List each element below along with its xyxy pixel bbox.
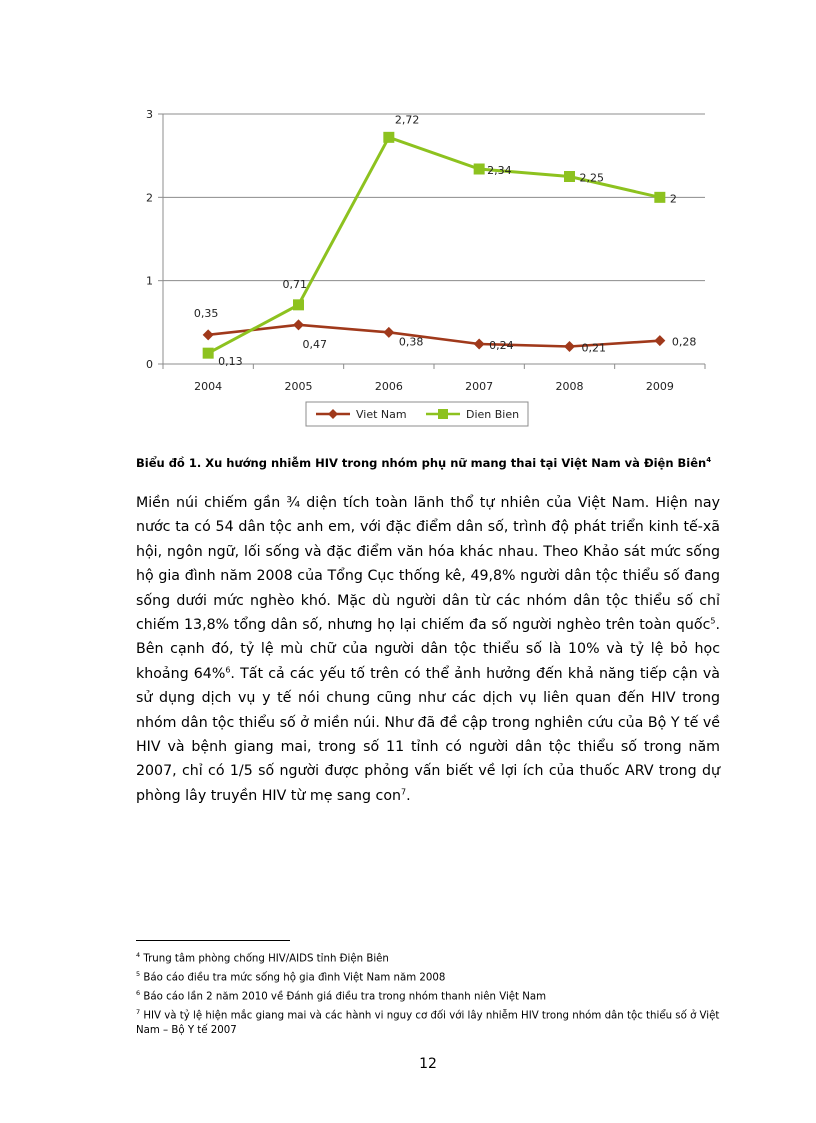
data-point-dien-bien — [564, 171, 575, 182]
x-tick-label: 2005 — [284, 380, 313, 393]
footnote-separator — [136, 940, 290, 941]
x-tick-label: 2004 — [194, 380, 223, 393]
caption-text: Biểu đồ 1. Xu hướng nhiễm HIV trong nhóm phụ nữ mang thai tại Việt Nam và Điện Biên — [136, 456, 707, 470]
footnote-number: 7 — [136, 1007, 141, 1016]
footnote-5 — [136, 967, 726, 986]
footnote-text: Báo cáo điều tra mức sống hộ gia đình Việt Nam năm 2008 — [143, 972, 446, 984]
footnote-number: 5 — [136, 969, 141, 978]
hiv-trend-chart — [120, 100, 720, 440]
page-number: 12 — [419, 1056, 437, 1072]
data-label-viet-nam: 0,24 — [489, 339, 514, 352]
footnote-ref-6: 6 — [225, 665, 231, 675]
x-tick-label: 2006 — [374, 380, 403, 393]
data-label-dien-bien: 0,13 — [218, 355, 243, 369]
series-line-dien-bien — [208, 137, 660, 353]
footnote-4 — [136, 948, 726, 967]
legend-label-viet-nam: Viet Nam — [356, 408, 407, 421]
data-point-viet-nam — [203, 329, 214, 340]
data-label-dien-bien: 2,25 — [579, 171, 604, 185]
data-point-dien-bien — [654, 192, 665, 203]
x-tick-label: 2008 — [555, 380, 584, 393]
y-tick-label: 0 — [146, 358, 153, 371]
footnote-number: 4 — [136, 951, 141, 959]
footnote-text: Trung tâm phòng chống HIV/AIDS tỉnh Điện Biên — [143, 953, 389, 965]
footnote-number: 6 — [136, 988, 141, 997]
footnotes — [136, 948, 726, 1038]
y-tick-label: 2 — [146, 191, 153, 205]
data-label-viet-nam: 0,38 — [398, 335, 424, 349]
footnote-ref-5: 5 — [710, 616, 716, 626]
data-label-viet-nam: 0,21 — [581, 341, 606, 355]
y-tick-label: 1 — [146, 274, 153, 288]
paragraph-part-2: . Bên cạnh đó, tỷ lệ mù chữ của người dân tộc thiểu số là 10% và tỷ lệ bỏ học khoảng 64% — [136, 617, 720, 682]
data-label-viet-nam: 0,28 — [671, 335, 697, 349]
data-point-viet-nam — [564, 341, 575, 352]
data-label-dien-bien: 0,71 — [282, 277, 307, 291]
data-point-dien-bien — [293, 299, 304, 310]
data-label-dien-bien: 2,34 — [487, 164, 512, 177]
footnote-6 — [136, 986, 726, 1005]
data-label-dien-bien: 2 — [669, 192, 677, 206]
footnote-text: HIV và tỷ lệ hiện mắc giang mai và các hành vi nguy cơ đối với lây nhiễm HIV trong nhóm dân tộc thiểu số ở Việt Nam – Bộ Y tế 2007 — [136, 1010, 720, 1036]
body-paragraph — [136, 491, 720, 808]
data-point-viet-nam — [474, 339, 485, 350]
data-point-viet-nam — [654, 335, 665, 346]
paragraph-part-1: Miền núi chiếm gần ¾ diện tích toàn lãnh thổ tự nhiên của Việt Nam. Hiện nay nước ta có 54 dân tộc anh em, với đặc điểm dân số, trình độ phát triển kinh tế-xã hội, ngôn ngữ, lối sống và đặc điểm văn hóa khác nhau. Theo Khảo sát mức sống hộ gia đình năm 2008 của Tổng Cục thống kê, 49,8% người dân tộc thiểu số đang sống dưới mức nghèo khó. Mặc dù người dân từ các nhóm dân tộc thiểu số chỉ chiếm 13,8% tổng dân số, nhưng họ lại chiếm đa số người nghèo trên toàn quốc — [136, 495, 720, 634]
legend-label-dien-bien: Dien Bien — [466, 408, 520, 421]
paragraph-part-3: . Tất cả các yếu tố trên có thể ảnh hưởng đến khả năng tiếp cận và sử dụng dịch vụ y tế nói chung cũng như các dịch vụ liên quan đến HIV trong nhóm dân tộc thiểu số ở miền núi. Như đã đề cập trong nghiên cứu của Bộ Y tế về HIV và bệnh giang mai, trong số 11 tỉnh có người dân tộc thiểu số trong năm 2007, chỉ có 1/5 số người được phỏng vấn biết về lợi ích của thuốc ARV trong dự phòng lây truyền HIV từ mẹ sang con — [136, 665, 721, 804]
data-point-dien-bien — [203, 348, 214, 359]
data-label-viet-nam: 0,47 — [302, 337, 327, 351]
x-tick-label: 2007 — [465, 380, 494, 393]
data-point-viet-nam — [293, 319, 304, 330]
data-point-viet-nam — [383, 327, 394, 338]
data-point-dien-bien — [438, 409, 448, 419]
data-label-viet-nam: 0,35 — [193, 306, 219, 320]
data-point-dien-bien — [474, 164, 485, 175]
footnote-7 — [136, 1005, 726, 1038]
x-tick-label: 2009 — [645, 380, 674, 393]
y-tick-label: 3 — [146, 108, 153, 121]
data-point-dien-bien — [383, 132, 394, 143]
paragraph-part-4: . — [406, 787, 411, 804]
data-label-dien-bien: 2,72 — [394, 113, 420, 127]
footnote-ref-7: 7 — [401, 787, 407, 797]
figure-caption — [136, 456, 736, 470]
footnote-text: Báo cáo lần 2 năm 2010 về Đánh giá điều tra trong nhóm thanh niên Việt Nam — [143, 991, 547, 1003]
caption-ref: 4 — [706, 456, 712, 465]
chart-legend — [306, 402, 528, 426]
